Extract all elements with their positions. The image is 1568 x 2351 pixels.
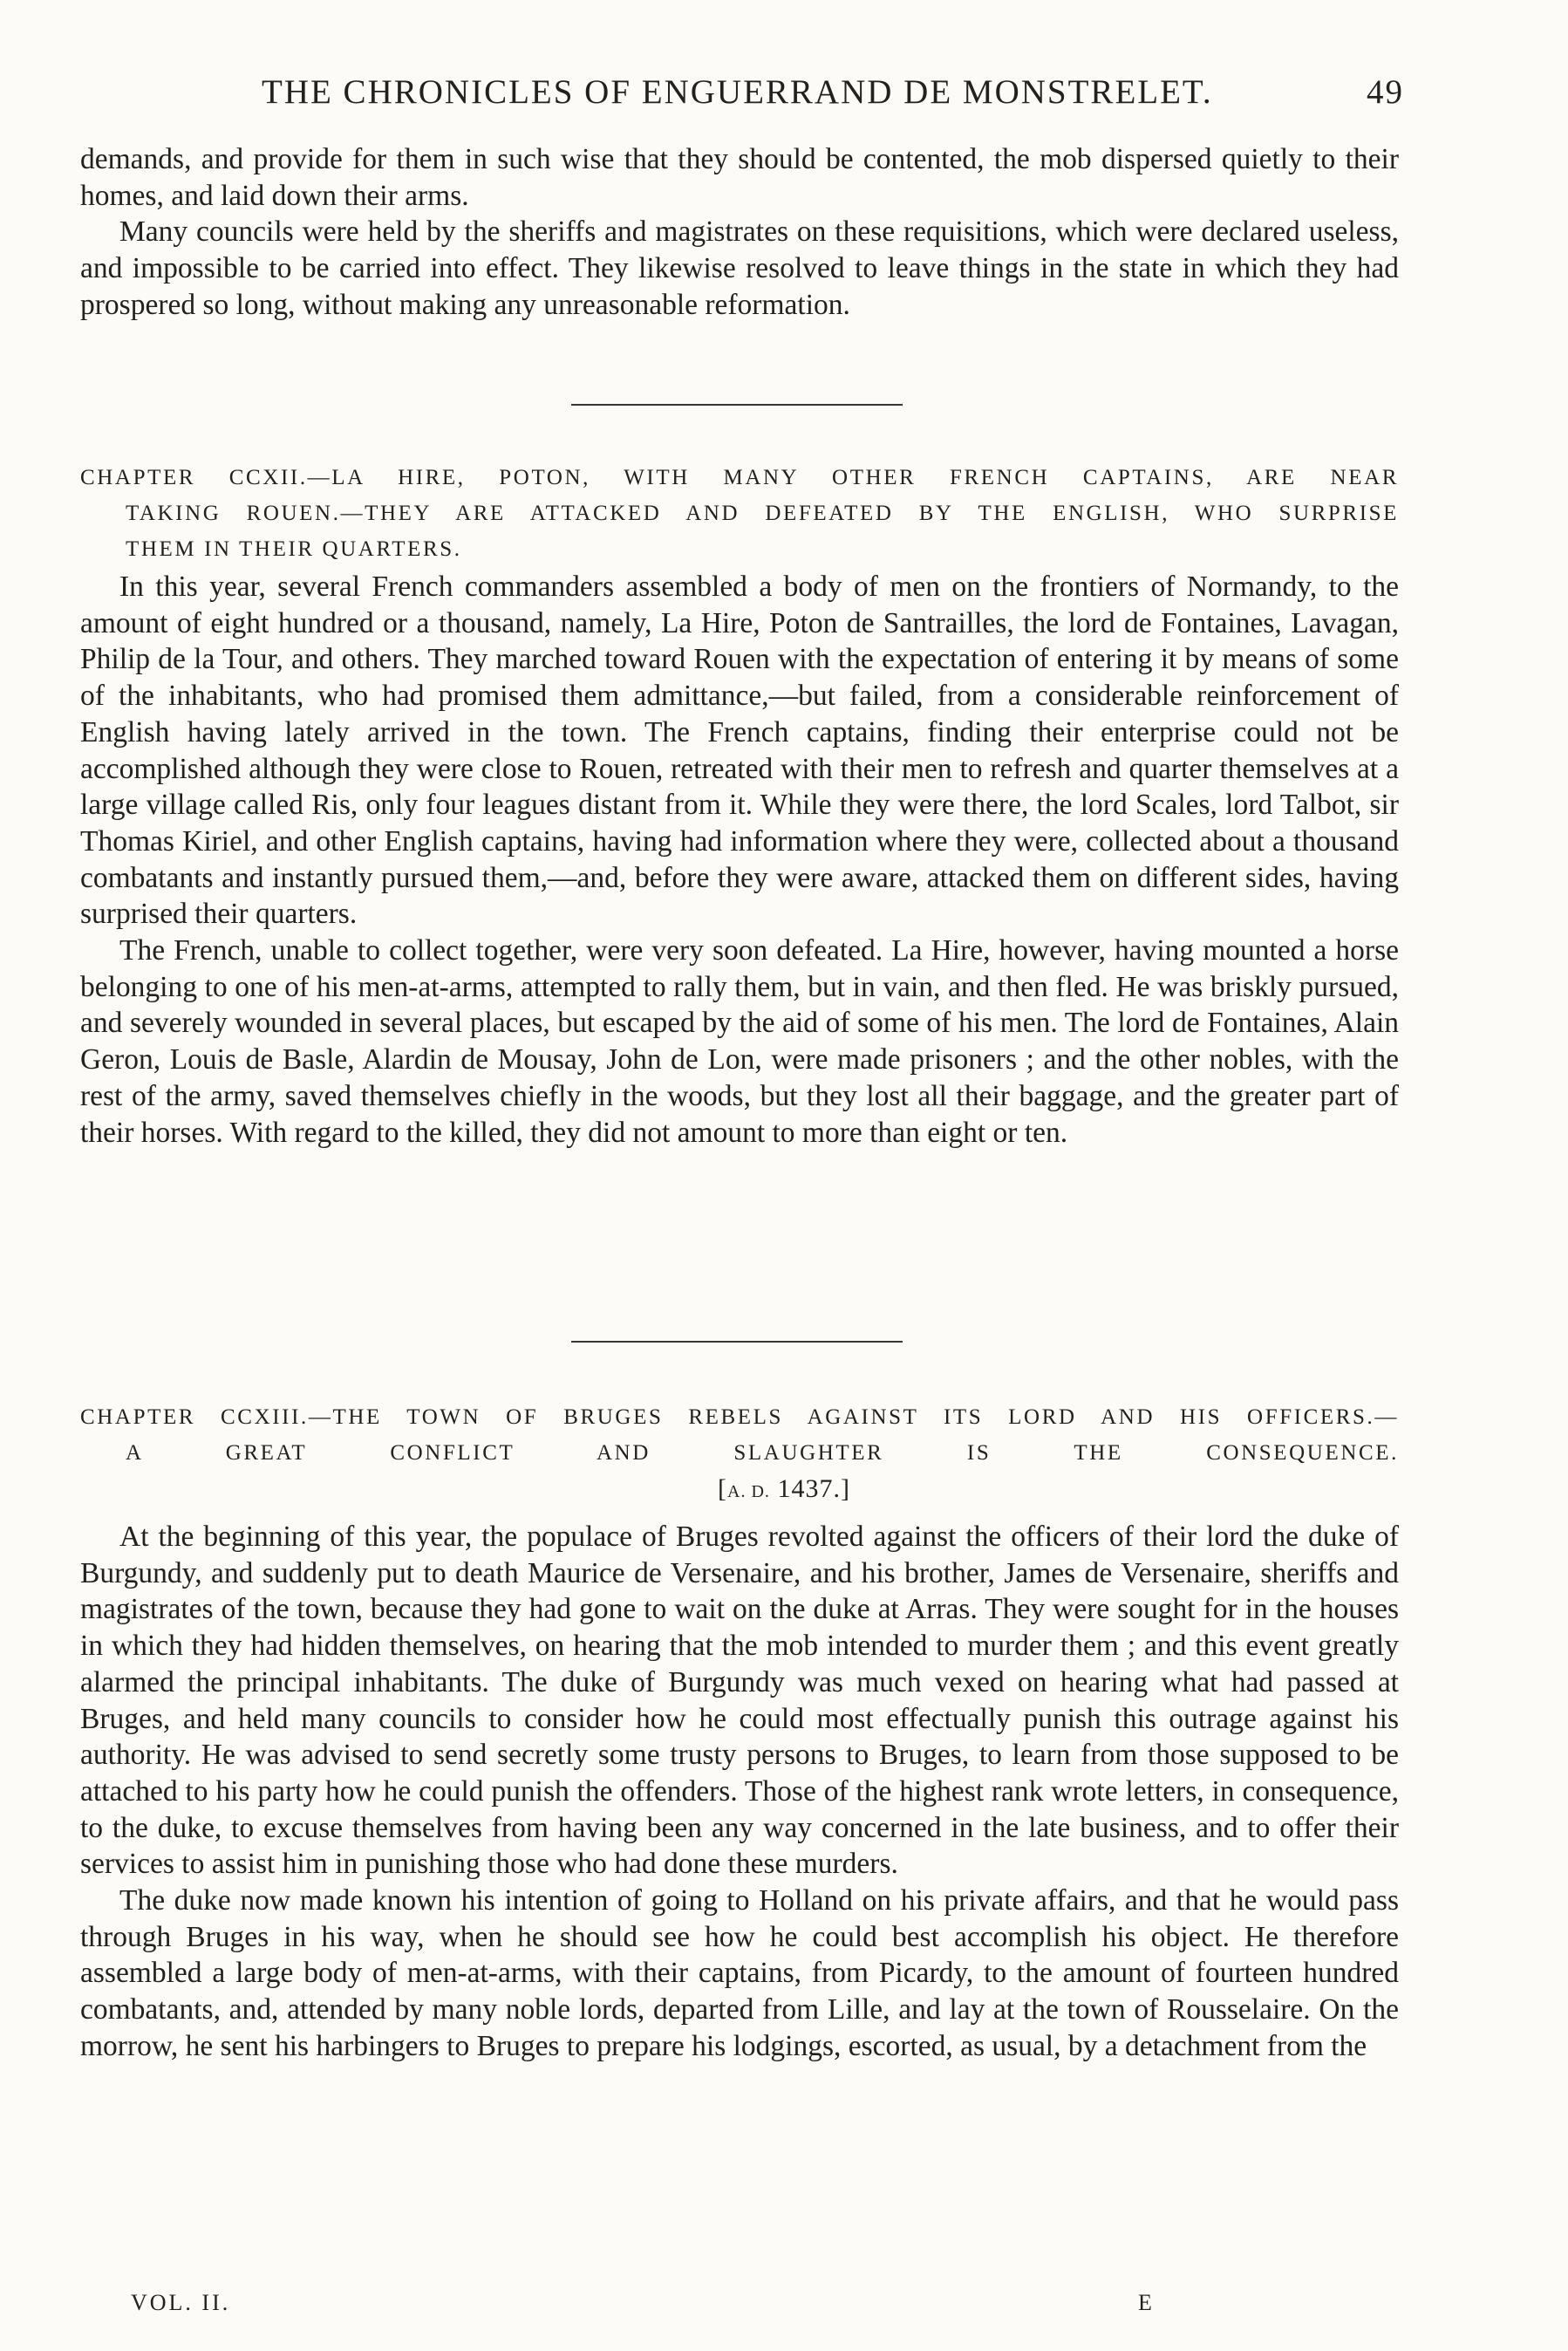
section-divider (571, 1341, 903, 1343)
running-header (262, 72, 1404, 116)
chapter-212-heading-line-2: TAKING ROUEN.—THEY ARE ATTACKED AND DEFEATED BY THE ENGLISH, WHO SURPRISE (126, 502, 1399, 525)
running-title: THE CHRONICLES OF ENGUERRAND DE MONSTRELET. (262, 73, 1213, 111)
chapter-213-paragraph-1 (80, 1519, 1399, 1883)
chapter-213-heading-line-1: CHAPTER CCXIII.—THE TOWN OF BRUGES REBELS AGAINST ITS LORD AND HIS OFFICERS.— (80, 1405, 1399, 1429)
page-number: 49 (1367, 73, 1404, 111)
chapter-213-lead-word: At (119, 1521, 149, 1553)
opening-text (80, 141, 1399, 324)
chapter-213-date (0, 1474, 1568, 1504)
chapter-213-text (80, 1519, 1399, 2065)
chapter-212-paragraph-1 (80, 569, 1399, 933)
chapter-213-paragraph-1-body: the beginning of this year, the populace of Bruges revolted against the officers of their lord the duke of Burgundy, and suddenly put to death Maurice de Versenaire, and his brother, James de Versenaire, sheriffs and magistrates of the town, because they had gone to wait on the duke at Arras. They were sought for in the houses in which they had hidden themselves, on hearing that the mob intended to murder them ; and this event greatly alarmed the principal inhabitants. The duke of Burgundy was much vexed on hearing what had passed at Bruges, and held many councils to consider how he could most effectually punish this outrage against his authority. He was advised to send secretly some trusty persons to Bruges, to learn from those supposed to be attached to his party how he could punish the offenders. Those of the highest rank wrote letters, in consequence, to the duke, to excuse themselves from having been any way concerned in the late business, and to offer their services to assist him in punishing those who had done these murders. (80, 1521, 1399, 1881)
chapter-212-heading-line-1: CHAPTER CCXII.—LA HIRE, POTON, WITH MANY OTHER FRENCH CAPTAINS, ARE NEAR (80, 466, 1399, 489)
date-era: A. D. (727, 1482, 770, 1501)
date-open-bracket: [ (718, 1474, 728, 1503)
chapter-212-text (80, 569, 1399, 1151)
volume-label: VOL. II. (131, 2290, 231, 2315)
chapter-212-heading-line-3: THEM IN THEIR QUARTERS. (126, 537, 462, 561)
chapter-212-heading (80, 460, 1399, 567)
chapter-212-paragraph-1-body: this year, several French commanders assembled a body of men on the frontiers of Normandy, to the amount of eight hundred or a thousand, namely, La Hire, Poton de Santrailles, the lord de Fontaines, Lavagan, Philip de la Tour, and others. They marched toward Rouen with the expectation of entering it by means of some of the inhabitants, who had promised them admittance,—but failed, from a considerable reinforcement of English having lately arrived in the town. The French captains, finding their enterprise could not be accomplished although they were close to Rouen, retreated with their men to refresh and quarter themselves at a large village called Ris, only four leagues distant from it. While they were there, the lord Scales, lord Talbot, sir Thomas Kiriel, and other English captains, having had information where they were, collected about a thousand combatants and instantly pursued them,—and, before they were aware, attacked them on different sides, having surprised their quarters. (80, 571, 1399, 931)
section-divider (571, 404, 903, 406)
opening-paragraph-2: Many councils were held by the sheriffs and magistrates on these requisitions, which were declared useless, and impossible to be carried into effect. They likewise resolved to leave things in the state in which they had prospered so long, without making any unreasonable reformation. (80, 215, 1399, 321)
opening-paragraph-1: demands, and provide for them in such wise that they should be contented, the mob dispersed quietly to their homes, and laid down their arms. (80, 143, 1399, 212)
chapter-212-lead-word: In (119, 571, 144, 603)
date-year: 1437.] (769, 1474, 850, 1503)
chapter-213-heading (80, 1399, 1399, 1471)
chapter-213-paragraph-2: The duke now made known his intention of going to Holland on his private affairs, and that he would pass through Bruges in his way, when he should see how he could best accomplish his object. He therefore assembled a large body of men-at-arms, with their captains, from Picardy, to the amount of fourteen hundred combatants, and, attended by many noble lords, departed from Lille, and lay at the town of Rousselaire. On the morrow, he sent his harbingers to Bruges to prepare his lodgings, escorted, as usual, by a detachment from the (80, 1884, 1399, 2062)
chapter-213-heading-line-2: A GREAT CONFLICT AND SLAUGHTER IS THE CONSEQUENCE. (126, 1441, 1399, 1465)
signature-mark: E (1138, 2290, 1155, 2315)
chapter-212-paragraph-2: The French, unable to collect together, were very soon defeated. La Hire, however, having mounted a horse belonging to one of his men-at-arms, attempted to rally them, but in vain, and then fled. He was briskly pursued, and severely wounded in several places, but escaped by the aid of some of his men. The lord de Fontaines, Alain Geron, Louis de Basle, Alardin de Mousay, John de Lon, were made prisoners ; and the other nobles, with the rest of the army, saved themselves chiefly in the woods, but they lost all their baggage, and the greater part of their horses. With regard to the killed, they did not amount to more than eight or ten. (80, 934, 1399, 1149)
